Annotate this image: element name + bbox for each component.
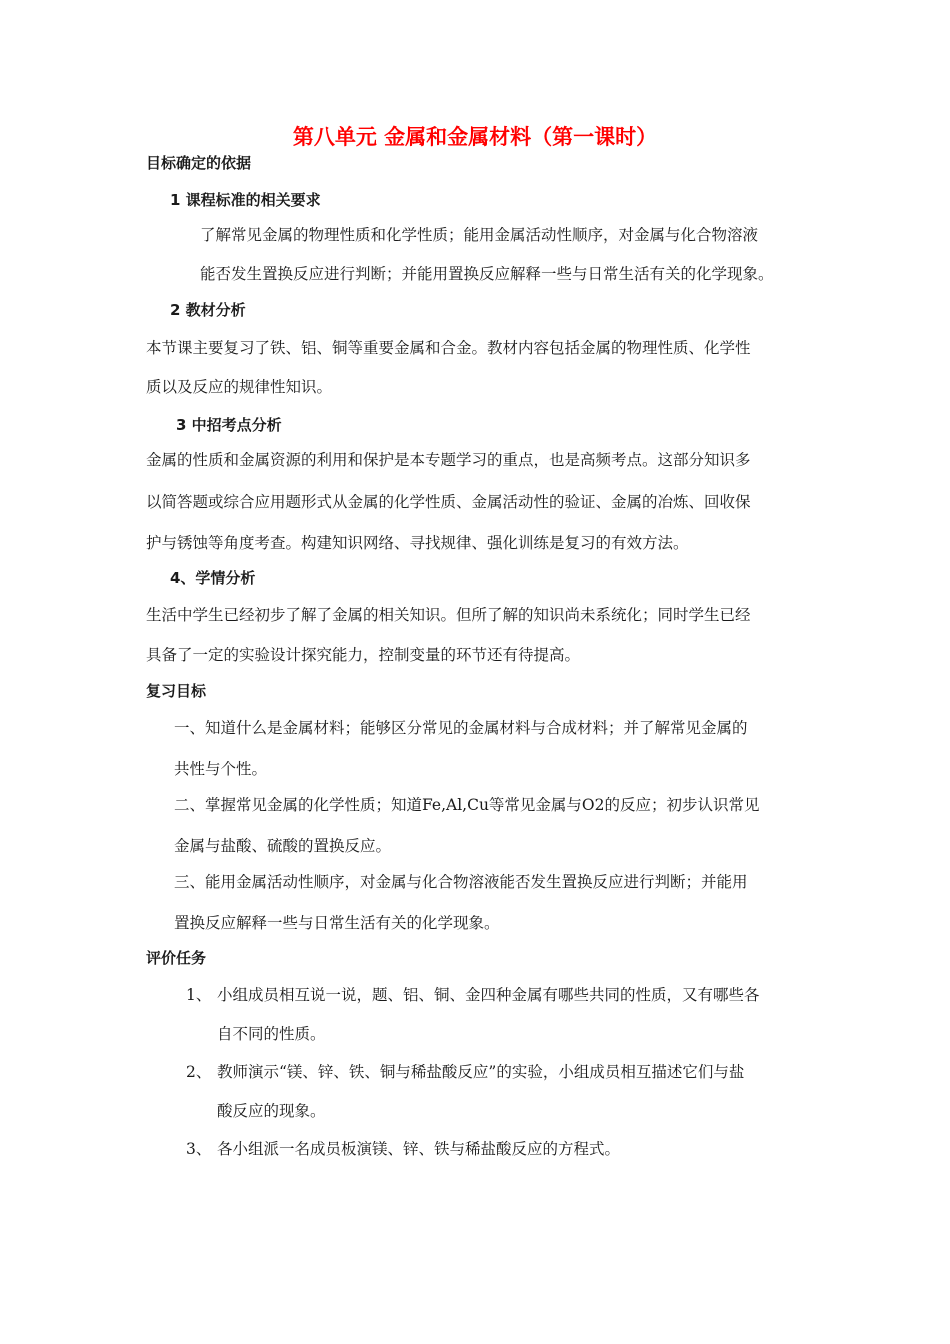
exam-line: 金属的性质和金属资源的利用和保护是本专题学习的重点，也是高频考点。这部分知识多 (146, 451, 751, 469)
textbook-heading: 2 教材分析 (170, 301, 246, 319)
students-line: 具备了一定的实验设计探究能力，控制变量的环节还有待提高。 (146, 646, 581, 664)
goals-heading: 复习目标 (146, 682, 207, 700)
curriculum-line: 能否发生置换反应进行判断；并能用置换反应解释一些与日常生活有关的化学现象。 (200, 265, 774, 283)
task-line: 小组成员相互说一说，题、铝、铜、金四种金属有哪些共同的性质，又有哪些各 (217, 986, 760, 1004)
textbook-line: 本节课主要复习了铁、铝、铜等重要金属和合金。教材内容包括金属的物理性质、化学性 (146, 339, 751, 357)
page-title: 第八单元 金属和金属材料（第一课时） (292, 125, 658, 149)
exam-line: 以简答题或综合应用题形式从金属的化学性质、金属活动性的验证、金属的冶炼、回收保 (146, 493, 751, 511)
curriculum-heading: 1 课程标准的相关要求 (170, 191, 321, 209)
task-line: 自不同的性质。 (217, 1025, 326, 1043)
exam-heading: 3 中招考点分析 (176, 416, 282, 434)
task-number: 3、 (186, 1140, 212, 1158)
task-line: 酸反应的现象。 (217, 1102, 326, 1120)
task-number: 1、 (186, 986, 212, 1004)
tasks-heading: 评价任务 (146, 949, 207, 967)
goal-line: 二、掌握常见金属的化学性质；知道Fe,Al,Cu等常见金属与O2的反应；初步认识常见 (174, 796, 760, 814)
curriculum-line: 了解常见金属的物理性质和化学性质；能用金属活动性顺序，对金属与化合物溶液 (200, 226, 759, 244)
students-line: 生活中学生已经初步了解了金属的相关知识。但所了解的知识尚未系统化；同时学生已经 (146, 606, 751, 624)
textbook-line: 质以及反应的规律性知识。 (146, 378, 333, 396)
goal-line: 三、能用金属活动性顺序，对金属与化合物溶液能否发生置换反应进行判断；并能用 (174, 873, 748, 891)
students-heading: 4、学情分析 (170, 569, 256, 587)
goal-line: 一、知道什么是金属材料；能够区分常见的金属材料与合成材料；并了解常见金属的 (174, 719, 748, 737)
task-number: 2、 (186, 1063, 212, 1081)
goal-line: 共性与个性。 (174, 760, 268, 778)
goal-line: 置换反应解释一些与日常生活有关的化学现象。 (174, 914, 500, 932)
task-line: 各小组派一名成员板演镁、锌、铁与稀盐酸反应的方程式。 (217, 1140, 621, 1158)
goal-line: 金属与盐酸、硫酸的置换反应。 (174, 837, 392, 855)
task-line: 教师演示“镁、锌、铁、铜与稀盐酸反应”的实验，小组成员相互描述它们与盐 (217, 1063, 745, 1081)
basis-heading: 目标确定的依据 (146, 154, 252, 172)
exam-line: 护与锈蚀等角度考查。构建知识网络、寻找规律、强化训练是复习的有效方法。 (146, 534, 689, 552)
